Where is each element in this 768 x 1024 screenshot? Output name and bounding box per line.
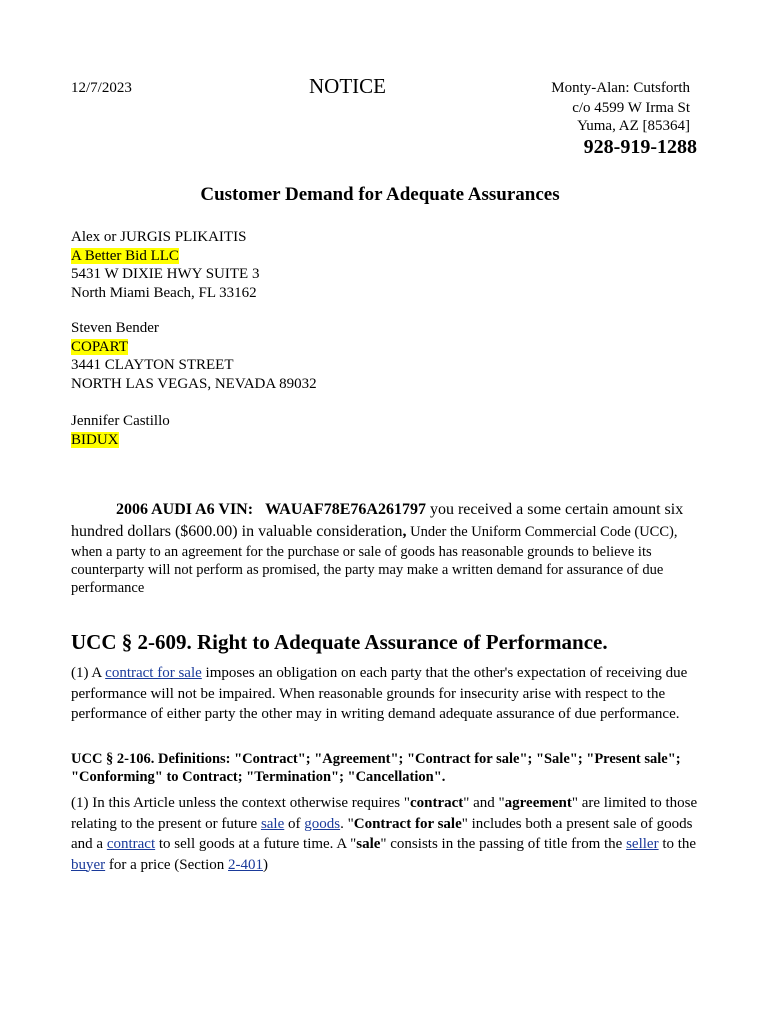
term-contract: contract bbox=[409, 795, 464, 811]
text: " are limited to those relating to the present or future bbox=[71, 795, 698, 832]
sale-link[interactable]: sale bbox=[260, 815, 285, 832]
document-title: Customer Demand for Adequate Assurances bbox=[200, 184, 560, 205]
text: for a price (Section bbox=[108, 856, 225, 873]
sender-name: Monty-Alan: Cutsforth bbox=[551, 80, 690, 96]
recipient-block-3 bbox=[71, 412, 170, 449]
text: of bbox=[288, 815, 301, 832]
section-2-401-link[interactable]: 2-401 bbox=[228, 856, 264, 873]
text: ) bbox=[263, 856, 269, 873]
text: " includes both a present sale of goods and a bbox=[71, 815, 693, 852]
ucc-609-heading: UCC § 2-609. Right to Adequate Assurance of Performance. bbox=[71, 630, 608, 654]
intro-text-large: you received a some certain amount six hundred dollars ($600.00) in valuable consideration bbox=[71, 501, 684, 540]
recipient-name: Jennifer Castillo bbox=[71, 413, 170, 429]
contract-link[interactable]: contract bbox=[106, 836, 156, 852]
ucc-106-paragraph bbox=[71, 793, 701, 875]
recipient-name: Steven Bender bbox=[71, 320, 159, 336]
text: (1) A bbox=[71, 665, 102, 681]
recipient-address-line2: NORTH LAS VEGAS, NEVADA 89032 bbox=[71, 375, 317, 392]
recipient-block-1 bbox=[71, 228, 259, 302]
recipient-address-line1: 3441 CLAYTON STREET bbox=[71, 357, 234, 374]
vehicle-label: 2006 AUDI A6 VIN: bbox=[116, 501, 254, 518]
text: . " bbox=[340, 815, 354, 832]
buyer-link[interactable]: buyer bbox=[71, 856, 106, 873]
ucc-106-heading: UCC § 2-106. Definitions: "Contract"; "Agreement"; "Contract for sale"; "Sale"; "Present sale"; "Conforming" to Contract; "Termination"; "Cancellation". bbox=[71, 751, 681, 785]
recipient-name: Alex or JURGIS PLIKAITIS bbox=[71, 229, 247, 245]
intro-comma: , bbox=[402, 523, 407, 540]
text: (1) In this Article unless the context otherwise requires " bbox=[71, 795, 410, 811]
text: imposes an obligation on each party that the other's expectation of receiving due performance will not be impaired. When reasonable grounds for insecurity arise with respect to the performance of either party the other may in writing demand adequate assurance of due performance. bbox=[71, 665, 688, 722]
term-sale: sale bbox=[356, 836, 381, 852]
recipient-company: BIDUX bbox=[71, 431, 119, 448]
recipient-block-2 bbox=[71, 319, 317, 393]
text: " consists in the passing of title from the bbox=[380, 836, 623, 852]
recipient-address-line1: 5431 W DIXIE HWY SUITE 3 bbox=[71, 266, 260, 283]
seller-link[interactable]: seller bbox=[626, 836, 659, 852]
recipient-company: A Better Bid LLC bbox=[71, 247, 179, 264]
intro-paragraph bbox=[71, 499, 711, 598]
intro-text-small: Under the Uniform Commercial Code (UCC), when a party to an agreement for the purchase or sale of goods has reasonable grounds to believe its counterparty will not perform as promised, the party may make a written demand for assurance of due performance bbox=[71, 524, 678, 597]
sender-address-line2: Yuma, AZ [85364] bbox=[577, 118, 690, 134]
sender-phone: 928-919-1288 bbox=[583, 136, 697, 158]
term-agreement: agreement bbox=[504, 795, 572, 811]
text: to sell goods at a future time. A " bbox=[158, 836, 357, 852]
sender-address-line1: c/o 4599 W Irma St bbox=[572, 100, 690, 116]
vin-number: WAUAF78E76A261797 bbox=[265, 501, 426, 518]
ucc-609-paragraph bbox=[71, 663, 701, 725]
contract-for-sale-link[interactable]: contract for sale bbox=[105, 665, 202, 681]
recipient-company: COPART bbox=[71, 338, 128, 355]
text: to the bbox=[662, 836, 697, 852]
recipient-address-line2: North Miami Beach, FL 33162 bbox=[71, 284, 257, 301]
notice-heading: NOTICE bbox=[309, 74, 386, 98]
letter-date: 12/7/2023 bbox=[71, 80, 132, 96]
text: " and " bbox=[463, 795, 505, 811]
goods-link[interactable]: goods bbox=[304, 815, 341, 832]
term-contract-for-sale: Contract for sale bbox=[353, 815, 462, 832]
